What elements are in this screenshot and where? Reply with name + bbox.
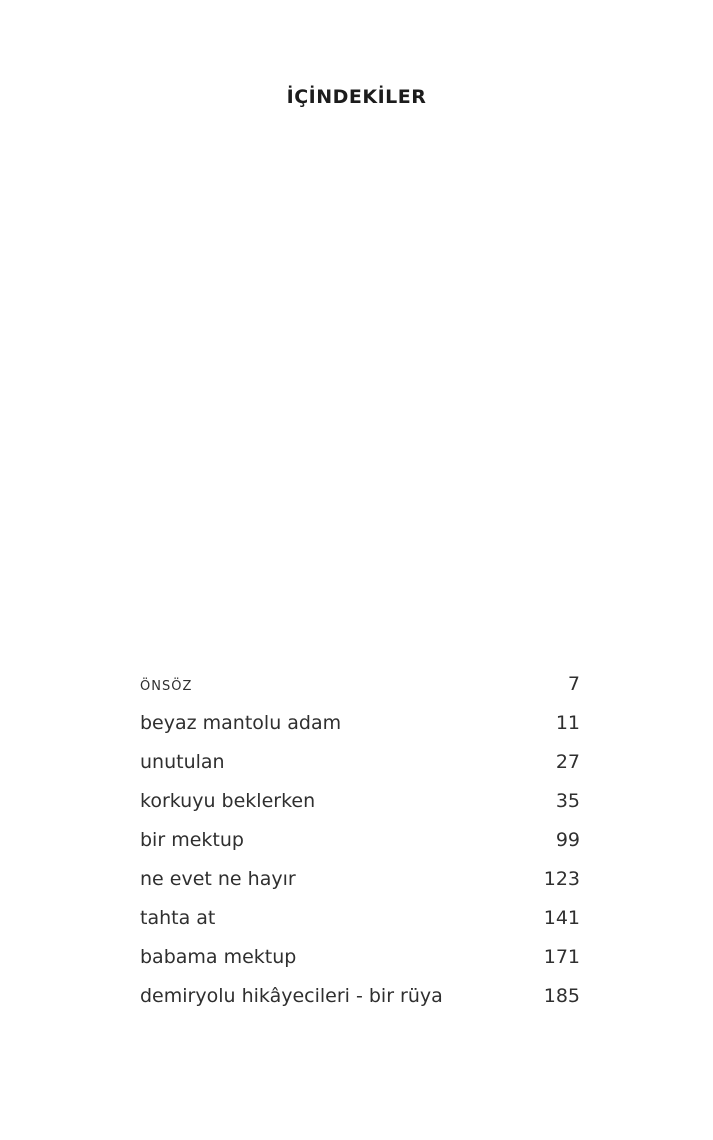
toc-entry-title: babama mektup bbox=[140, 946, 297, 968]
toc-entry bbox=[140, 938, 580, 977]
toc-entry bbox=[140, 899, 580, 938]
toc-entry bbox=[140, 743, 580, 782]
toc-entry-title: ne evet ne hayır bbox=[140, 868, 296, 890]
toc-entry-page: 123 bbox=[543, 868, 580, 890]
toc-entry-title: demiryolu hikâyecileri - bir rüya bbox=[140, 985, 443, 1007]
table-of-contents bbox=[140, 665, 580, 1016]
toc-entry-title: bir mektup bbox=[140, 829, 244, 851]
toc-entry-page: 171 bbox=[543, 946, 580, 968]
toc-entry-title: korkuyu beklerken bbox=[140, 790, 316, 812]
toc-entry-page: 7 bbox=[567, 673, 580, 695]
toc-entry-title: beyaz mantolu adam bbox=[140, 712, 342, 734]
toc-entry-title: ÖNSÖZ bbox=[140, 679, 193, 694]
toc-entry bbox=[140, 665, 580, 704]
toc-entry-title: unutulan bbox=[140, 751, 225, 773]
toc-entry-page: 99 bbox=[555, 829, 580, 851]
toc-entry bbox=[140, 860, 580, 899]
toc-entry-page: 141 bbox=[543, 907, 580, 929]
toc-entry bbox=[140, 977, 580, 1016]
toc-entry bbox=[140, 821, 580, 860]
page-title: İÇİNDEKİLER bbox=[286, 86, 427, 108]
toc-entry bbox=[140, 704, 580, 743]
toc-entry bbox=[140, 782, 580, 821]
toc-entry-title: tahta at bbox=[140, 907, 216, 929]
toc-entry-page: 185 bbox=[543, 985, 580, 1007]
toc-entry-page: 35 bbox=[555, 790, 580, 812]
toc-entry-page: 11 bbox=[555, 712, 580, 734]
toc-entry-page: 27 bbox=[555, 751, 580, 773]
